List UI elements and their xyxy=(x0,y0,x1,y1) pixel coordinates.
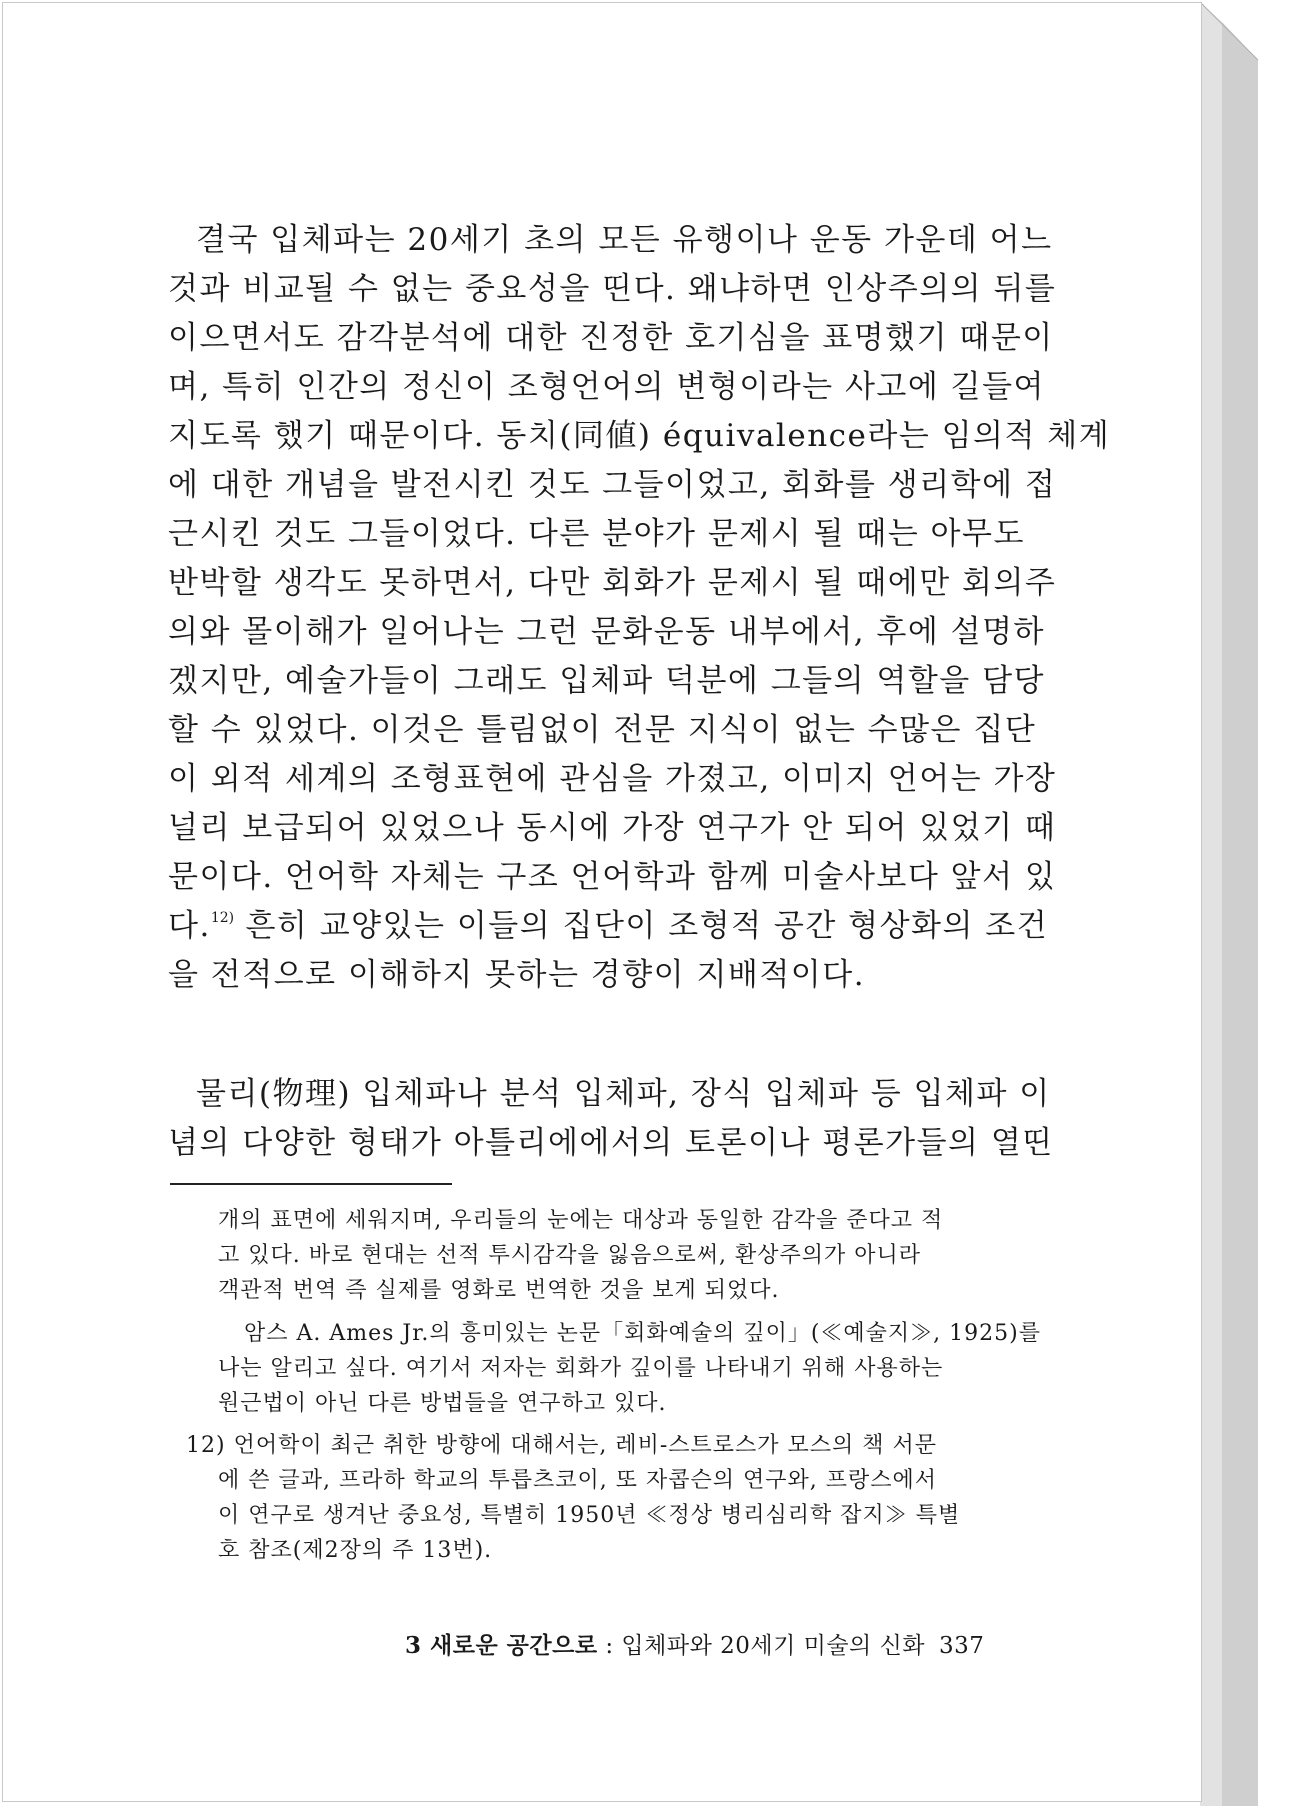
footnote-12-line: 에 쓴 글과, 프라하 학교의 투릅츠코이, 또 자콥슨의 연구와, 프랑스에서 xyxy=(218,1468,937,1493)
paragraph-line: 의와 몰이해가 일어나는 그런 문화운동 내부에서, 후에 설명하 xyxy=(168,614,1045,650)
footnote-line: 나는 알리고 싶다. 여기서 저자는 회화가 깊이를 나타내기 위해 사용하는 xyxy=(218,1356,944,1381)
footnote-12-line: 이 연구로 생겨난 중요성, 특별히 1950년 ≪정상 병리심리학 잡지≫ 특별 xyxy=(218,1503,961,1528)
paragraph-line: 널리 보급되어 있었으나 동시에 가장 연구가 안 되어 있었기 때 xyxy=(168,810,1057,846)
text-segment: 흔히 교양있는 이들의 집단이 조형적 공간 형상화의 조건 xyxy=(234,908,1049,944)
paragraph-line: 지도록 했기 때문이다. 동치(同値) équivalence라는 임의적 체계 xyxy=(168,418,1111,454)
paragraph-line: 결국 입체파는 20세기 초의 모든 유행이나 운동 가운데 어느 xyxy=(196,222,1053,258)
paragraph-line: 념의 다양한 형태가 아틀리에에서의 토론이나 평론가들의 열띤 xyxy=(168,1125,1054,1161)
footnote-12-line: 호 참조(제2장의 주 13번). xyxy=(218,1538,493,1563)
footer-separator: : xyxy=(597,1633,622,1659)
paragraph-line: 근시킨 것도 그들이었다. 다른 분야가 문제시 될 때는 아무도 xyxy=(168,516,1025,552)
text-segment: 다. xyxy=(168,908,211,944)
page-number: 337 xyxy=(939,1633,985,1659)
paragraph-line: 이으면서도 감각분석에 대한 진정한 호기심을 표명했기 때문이 xyxy=(168,320,1054,356)
footnote-reference: 12) xyxy=(210,910,235,926)
paragraph-line: 할 수 있었다. 이것은 틀림없이 전문 지식이 없는 수많은 집단 xyxy=(168,712,1037,748)
paragraph-line: 이 외적 세계의 조형표현에 관심을 가졌고, 이미지 언어는 가장 xyxy=(168,761,1057,797)
paragraph-line: 반박할 생각도 못하면서, 다만 회화가 문제시 될 때에만 회의주 xyxy=(168,565,1057,601)
paragraph-line: 을 전적으로 이해하지 못하는 경향이 지배적이다. xyxy=(168,957,866,993)
running-footer xyxy=(405,1627,984,1660)
chapter-title: 3 새로운 공간으로 xyxy=(405,1632,598,1659)
paragraph-line: 것과 비교될 수 없는 중요성을 띤다. 왜냐하면 인상주의의 뒤를 xyxy=(168,271,1057,307)
paragraph-line: 물리(物理) 입체파나 분석 입체파, 장식 입체파 등 입체파 이 xyxy=(196,1076,1051,1112)
paragraph-line: 겠지만, 예술가들이 그래도 입체파 덕분에 그들의 역할을 담당 xyxy=(168,663,1045,699)
footnote-line: 객관적 번역 즉 실제를 영화로 번역한 것을 보게 되었다. xyxy=(218,1278,780,1303)
footnote-divider xyxy=(170,1183,452,1185)
footnote-line: 고 있다. 바로 현대는 선적 투시감각을 잃음으로써, 환상주의가 아니라 xyxy=(218,1243,921,1268)
paragraph-line-with-footnote-ref xyxy=(168,900,1048,945)
footnote-line: 암스 A. Ames Jr.의 흥미있는 논문「회화예술의 깊이」(≪예술지≫, 1925)를 xyxy=(244,1321,1041,1346)
footnote-line: 개의 표면에 세워지며, 우리들의 눈에는 대상과 동일한 감각을 준다고 적 xyxy=(218,1208,944,1233)
footnote-12-line: 12) 언어학이 최근 취한 방향에 대해서는, 레비-스트로스가 모스의 책 서문 xyxy=(186,1433,938,1458)
paragraph-line: 에 대한 개념을 발전시킨 것도 그들이었고, 회화를 생리학에 접 xyxy=(168,467,1057,503)
page-stack-edge xyxy=(1200,0,1260,1806)
paragraph-line: 문이다. 언어학 자체는 구조 언어학과 함께 미술사보다 앞서 있 xyxy=(168,859,1057,895)
chapter-subtitle: 입체파와 20세기 미술의 신화 xyxy=(621,1633,926,1659)
paragraph-line: 며, 특히 인간의 정신이 조형언어의 변형이라는 사고에 길들여 xyxy=(168,369,1045,405)
footnote-line: 원근법이 아닌 다른 방법들을 연구하고 있다. xyxy=(218,1391,667,1416)
